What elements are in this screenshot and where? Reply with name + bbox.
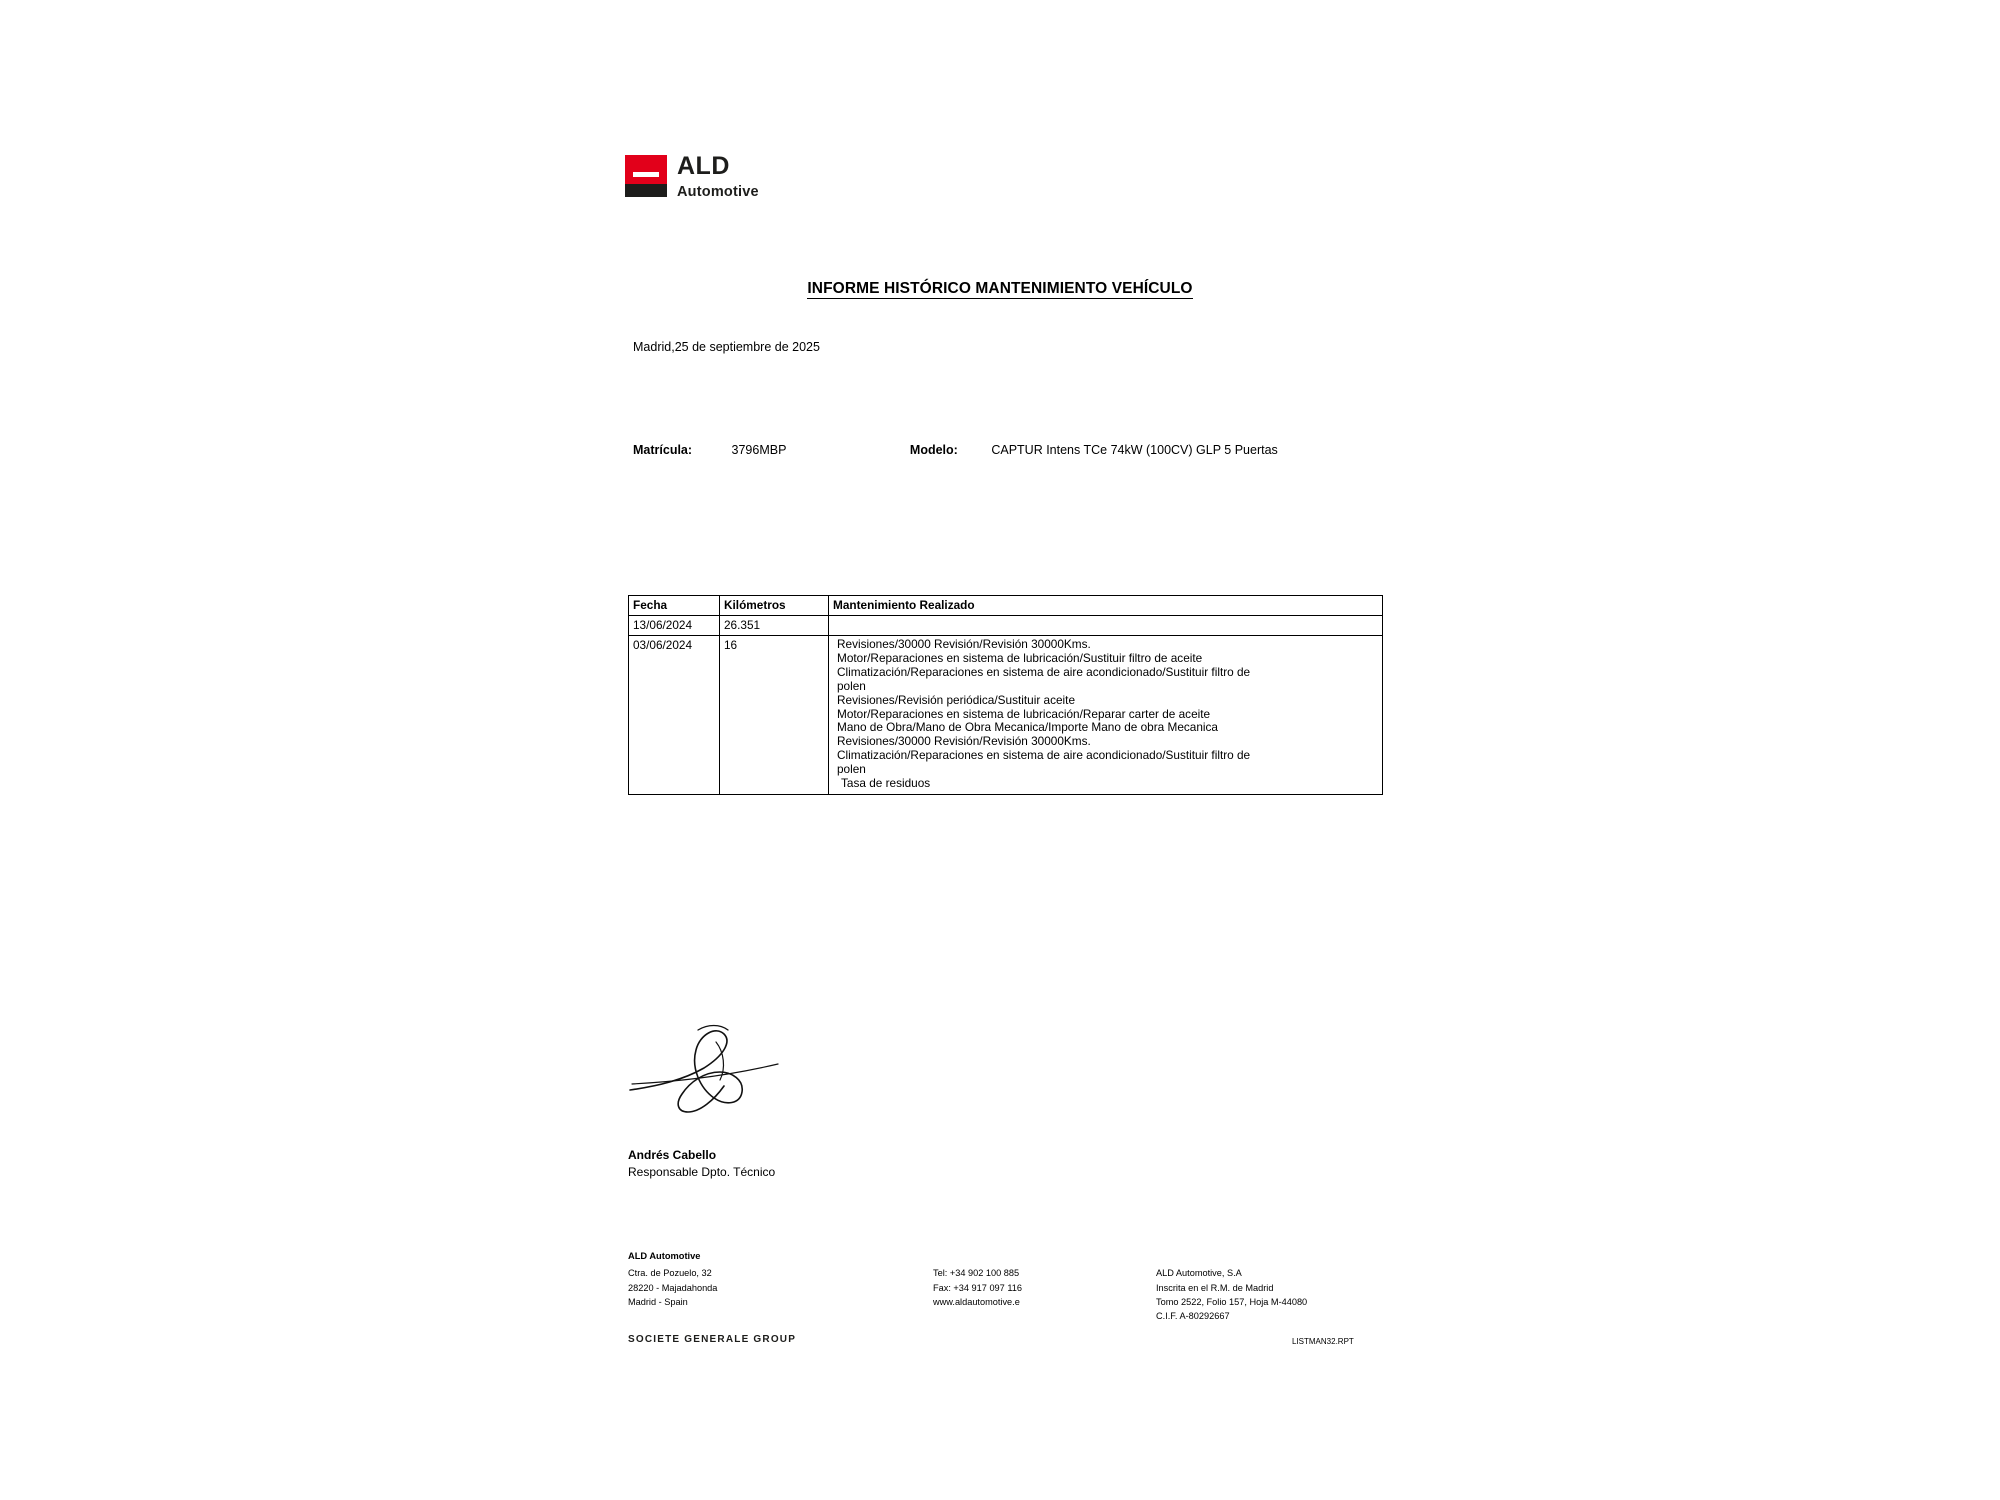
- column-header-mantenimiento: Mantenimiento Realizado: [829, 596, 1383, 616]
- maintenance-line: Revisiones/30000 Revisión/Revisión 30000Kms.: [837, 637, 1091, 651]
- place-city: Madrid,: [633, 340, 675, 354]
- footer-website-link[interactable]: www.aldautomotive.e: [933, 1296, 1020, 1307]
- maintenance-line: Mano de Obra/Mano de Obra Mecanica/Importe Mano de obra Mecanica: [837, 720, 1218, 735]
- signer-name: Andrés Cabello: [628, 1148, 717, 1162]
- page-title-text: INFORME HISTÓRICO MANTENIMIENTO VEHÍCULO: [807, 280, 1193, 297]
- table-row: [629, 616, 1382, 636]
- footer-line: 28220 - Majadahonda: [628, 1282, 718, 1293]
- model-label: Modelo:: [909, 443, 958, 457]
- logo-subbrand: Automotive: [677, 184, 759, 200]
- footer-legal-column: [1156, 1266, 1307, 1323]
- maintenance-line: Tasa de residuos: [841, 776, 931, 791]
- maintenance-line: Climatización/Reparaciones en sistema de aire acondicionado/Sustituir filtro de: [837, 748, 1251, 763]
- maintenance-line: Climatización/Reparaciones en sistema de aire acondicionado/Sustituir filtro de: [837, 664, 1251, 679]
- footer: [628, 1249, 1388, 1326]
- footer-line: Fax: +34 917 097 116: [933, 1282, 1022, 1293]
- column-header-kilometros: Kilómetros: [720, 596, 829, 616]
- footer-contact-column: [933, 1266, 1022, 1309]
- plate-label: Matrícula:: [633, 443, 693, 457]
- footer-company: ALD Automotive: [628, 1251, 701, 1261]
- place-date-value: 25 de septiembre de 2025: [674, 340, 820, 354]
- maintenance-line: polen: [837, 678, 866, 693]
- maintenance-table: [628, 595, 1383, 795]
- footer-line: Madrid - Spain: [628, 1296, 688, 1307]
- signer-role: Responsable Dpto. Técnico: [628, 1165, 776, 1179]
- societe-generale-group-label: SOCIETE GENERALE GROUP: [628, 1334, 797, 1345]
- footer-line: Tel: +34 902 100 885: [933, 1268, 1020, 1279]
- footer-line: Tomo 2522, Folio 157, Hoja M-44080: [1156, 1296, 1308, 1307]
- maintenance-line: Revisiones/30000 Revisión/Revisión 30000Kms.: [837, 734, 1091, 749]
- footer-line: ALD Automotive, S.A: [1156, 1268, 1242, 1279]
- cell-kilometros: 26.351: [720, 616, 829, 636]
- footer-line: Inscrita en el R.M. de Madrid: [1156, 1282, 1274, 1293]
- cell-fecha: 03/06/2024: [629, 636, 720, 794]
- page-title: [0, 280, 2000, 298]
- footer-line: Ctra. de Pozuelo, 32: [628, 1268, 712, 1279]
- maintenance-line: Revisiones/Revisión periódica/Sustituir aceite: [837, 692, 1076, 707]
- report-code: LISTMAN32.RPT: [1292, 1337, 1354, 1346]
- vehicle-info: [633, 443, 1278, 457]
- plate-value: 3796MBP: [731, 443, 787, 457]
- ald-logo-mark-icon: [625, 155, 667, 197]
- cell-fecha: 13/06/2024: [629, 616, 720, 636]
- footer-address-column: [628, 1266, 717, 1309]
- signature-image: [628, 1022, 808, 1114]
- cell-kilometros: 16: [720, 636, 829, 794]
- column-header-fecha: Fecha: [629, 596, 720, 616]
- cell-mantenimiento: [829, 616, 1383, 636]
- cell-mantenimiento: [829, 636, 1383, 794]
- maintenance-line: Motor/Reparaciones en sistema de lubricación/Sustituir filtro de aceite: [837, 650, 1203, 665]
- model-value: CAPTUR Intens TCe 74kW (100CV) GLP 5 Puertas: [991, 443, 1278, 457]
- logo-brand: ALD: [677, 152, 730, 180]
- maintenance-line: polen: [837, 762, 866, 777]
- place-date: [633, 340, 820, 354]
- ald-logo: [625, 152, 785, 215]
- table-row: [629, 636, 1382, 794]
- ald-logo-text: [677, 154, 759, 200]
- maintenance-line: Motor/Reparaciones en sistema de lubricación/Reparar carter de aceite: [837, 706, 1211, 721]
- footer-line: C.I.F. A-80292667: [1156, 1311, 1230, 1322]
- table-header-row: [629, 596, 1382, 616]
